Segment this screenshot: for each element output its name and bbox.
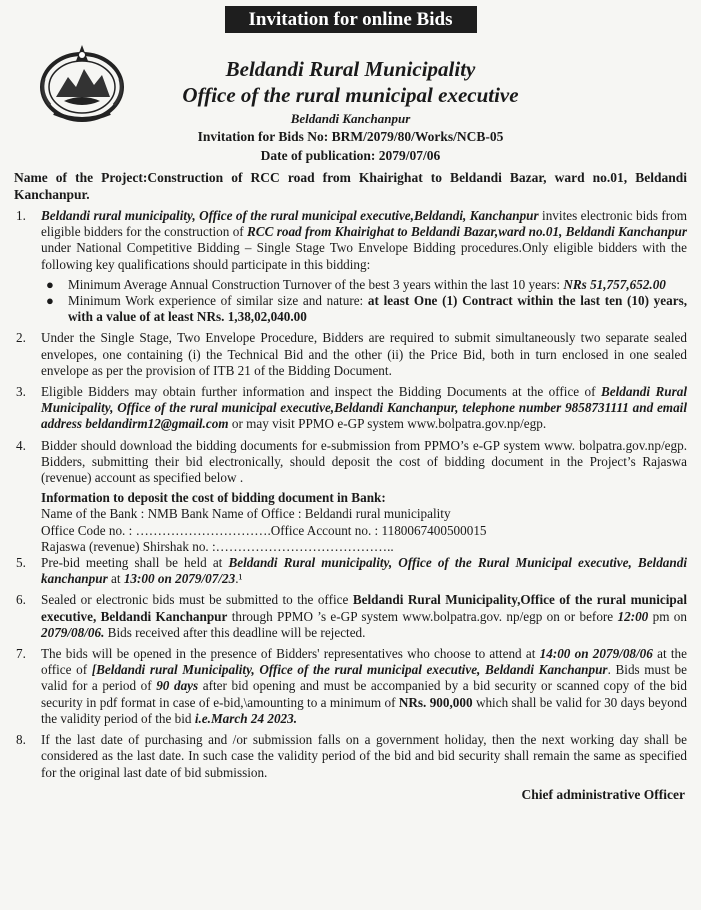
project-name: Name of the Project:Construction of RCC road from Khairighat to Beldandi Bazar, ward no.01, Beldandi Kanchanpur. (14, 170, 687, 202)
list-item-text: Minimum Work experience of similar size and nature: (68, 293, 368, 309)
org-location: Beldandi Kanchanpur (290, 111, 411, 126)
clause-number: 2. (16, 330, 26, 346)
bank-info-title: Information to deposit the cost of bidding document in Bank: (41, 490, 386, 506)
clause-text: Bids received after this deadline will be rejected. (104, 624, 366, 640)
office-name: Office of the rural municipal executive (182, 83, 519, 107)
clause-4 (14, 438, 687, 487)
opening-venue: [Beldandi rural Municipality, Office of the rural municipal executive, Beldandi Kanchanpur (91, 662, 608, 678)
deadline-time: 12:00 (617, 608, 649, 624)
publication-date: Date of publication: 2079/07/06 (260, 148, 441, 163)
opening-time: 14:00 on 2079/08/06 (539, 646, 653, 662)
clause-number: 6. (16, 592, 26, 608)
clause-text: pm on (648, 608, 687, 624)
clause-8 (14, 732, 687, 781)
notice-header (14, 33, 687, 161)
clause-number: 4. (16, 437, 26, 453)
clause-6 (14, 592, 687, 641)
clause-3 (14, 384, 687, 433)
bullet-icon: ● (46, 293, 54, 309)
clause-number: 7. (16, 646, 26, 662)
clause-number: 1. (16, 208, 26, 223)
experience-requirement: at least One (1) Contract within the last ten (10) years, with a value of at least NRs. 1,38,02,040.00 (68, 293, 687, 325)
clause-text: after bid opening and must be accompanied by a bid security or scanned copy of the bid security in pdf format in case of e-bid,\amounting to a minimum of (41, 678, 687, 710)
bullet-icon: ● (46, 276, 54, 292)
meeting-venue: Beldandi Rural municipality, Office of the Rural Municipal executive, Beldandi kanchanpur (41, 555, 687, 587)
bank-info (14, 490, 687, 555)
org-name: Beldandi Rural Municipality (225, 57, 476, 81)
signature: Chief administrative Officer (521, 786, 685, 802)
clause-text: . Bids must be valid for a period of (41, 662, 688, 694)
clause-text: If the last date of purchasing and /or submission falls on a government holiday, then the next working day shall be considered as the last date. In such case the validity period of the bid and bid security shall remain the same as specified for the original last date of bid submission. (41, 732, 687, 780)
clause-7 (14, 646, 687, 727)
list-item-text: Minimum Average Annual Construction Turnover of the best 3 years within the last 10 years: (68, 276, 564, 292)
validity-date: i.e.March 24 2023. (194, 710, 298, 726)
validity-period: 90 days (156, 678, 199, 694)
clause-text: Sealed or electronic bids must be submitted to the office (41, 592, 353, 608)
list-item (41, 293, 687, 325)
clause-number: 3. (16, 384, 26, 400)
clause-text: The bids will be opened in the presence of Bidders' representatives who choose to attend at (41, 646, 540, 662)
clause-1 (14, 208, 687, 325)
notice-banner: Invitation for online Bids (225, 6, 477, 33)
project-text: RCC road from Khairighat to Beldandi Bazar,ward no.01, Beldandi Kanchanpur (247, 224, 687, 240)
clause-text: Eligible Bidders may obtain further information and inspect the Bidding Documents at the office of (41, 384, 601, 400)
clause-text: .¹ (235, 571, 243, 587)
clause-text: under National Competitive Bidding – Single Stage Two Envelope Bidding procedures.Only eligible bidders with the following key qualifications should participate in this bidding: (41, 240, 687, 272)
meeting-time: 13:00 on 2079/07/23 (123, 571, 236, 587)
bidder-office-text: Beldandi rural municipality, Office of the rural municipal executive,Beldandi, Kanchanpur (41, 208, 539, 223)
clause-2 (14, 330, 687, 379)
clause-number: 5. (16, 555, 26, 571)
clause-text: or may visit PPMO e-GP system www.bolpatra.gov.np/egp. (228, 416, 547, 432)
clause-text: at (107, 571, 124, 587)
list-item (41, 277, 687, 293)
deadline-date: 2079/08/06. (41, 624, 105, 640)
contact-info: Beldandi Rural Municipality, Office of the rural municipal executive,Beldandi Kanchanpur, telephone number 9858731111 and email address beldandirm12@gmail.com (41, 384, 687, 432)
submission-office: Beldandi Rural Municipality,Office of the rural municipal executive, Beldandi Kanchanpur (41, 592, 687, 624)
clause-text: which shall be valid for 30 days beyond the validity period of the bid (41, 694, 687, 726)
qualification-list (41, 277, 687, 326)
clause-text: at the office of (41, 646, 687, 678)
rajaswa-line: Rajaswa (revenue) Shirshak no. :………………………………….. (41, 538, 394, 554)
bid-security-amount: NRs. 900,000 (398, 694, 473, 710)
clause-text: Bidder should download the bidding documents for e-submission from PPMO’s e-GP system www. bolpatra.gov.np/egp. Bidders, submitting their bid electronically, should deposit the cost of bidding document in the Project’s Rajaswa (revenue) account as specified below . (41, 437, 687, 486)
notice-body (14, 208, 687, 803)
turnover-amount: NRs 51,757,652.00 (563, 276, 666, 292)
clause-text: invites electronic bids from eligible bidders for the construction of (41, 208, 687, 240)
bank-name-line: Name of the Bank : NMB Bank Name of Office : Beldandi rural municipality (41, 506, 451, 522)
office-code-line: Office Code no. : ………………………….Office Account no. : 1180067400500015 (41, 522, 487, 538)
clause-5 (14, 555, 687, 587)
clause-text: through PPMO ’s e-GP system www.bolpatra.gov. np/egp on or before (227, 608, 618, 624)
clause-text: Under the Single Stage, Two Envelope Procedure, Bidders are required to submit simultaneously two separate sealed envelopes, one containing (i) the Technical Bid and the other (ii) the Price Bid, both in turn enclosed in one sealed envelope as per the provision of ITB 21 of the Bidding Document. (41, 330, 687, 378)
ifb-number: Invitation for Bids No: BRM/2079/80/Works/NCB-05 (197, 129, 504, 144)
clause-text: Pre-bid meeting shall be held at (41, 555, 229, 571)
clause-number: 8. (16, 732, 26, 748)
